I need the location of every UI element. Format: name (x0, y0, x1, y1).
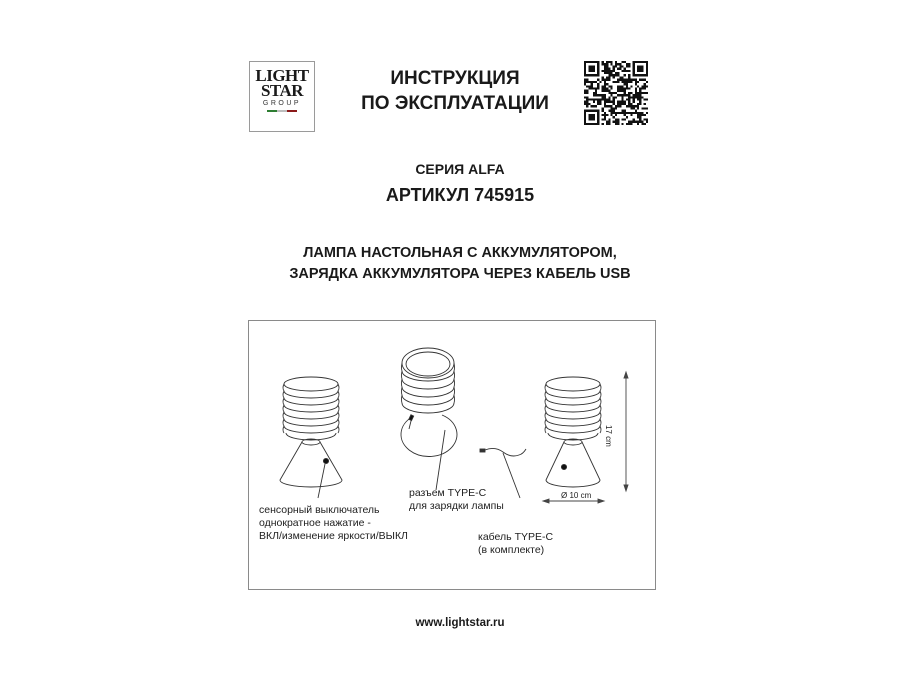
flag-green (267, 110, 277, 112)
lamp-front-view (280, 377, 342, 498)
title-line-1: ИНСТРУКЦИЯ (390, 68, 520, 89)
lightstar-logo (249, 61, 315, 132)
document-title (320, 66, 590, 116)
type-c-port-label (409, 487, 504, 513)
description-line-2: ЗАРЯДКА АККУМУЛЯТОРА ЧЕРЕЗ КАБЕЛЬ USB (289, 266, 631, 282)
title-line-2: ПО ЭКСПЛУАТАЦИИ (361, 93, 549, 114)
logo-text-light: LIGHT (255, 66, 309, 85)
logo-text-group: GROUP (262, 100, 302, 107)
product-diagram (248, 320, 656, 590)
touch-switch-line-2: однократное нажатие - (259, 517, 371, 529)
port-line-1: разъем TYPE-C (409, 487, 487, 499)
touch-switch-line-3: ВКЛ/изменение яркости/ВЫКЛ (259, 530, 408, 542)
website-link[interactable]: www.lightstar.ru (415, 617, 505, 629)
cable-line-1: кабель TYPE-C (478, 531, 554, 543)
diameter-dimension: Ø 10 cm (561, 491, 592, 500)
lamp-dimensioned-view (545, 377, 601, 487)
cable-line-2: (в комплекте) (478, 544, 545, 556)
italian-flag-stripe (250, 110, 314, 112)
touch-switch-label (259, 504, 408, 543)
flag-white (277, 110, 287, 112)
logo-text-star: STAR (260, 81, 304, 100)
lamp-illustrations (248, 320, 656, 590)
qr-code-icon[interactable] (584, 61, 648, 125)
series-label: СЕРИЯ ALFA (415, 161, 505, 177)
article-number: АРТИКУЛ 745915 (385, 185, 535, 205)
description-line-1: ЛАМПА НАСТОЛЬНАЯ С АККУМУЛЯТОРОМ, (303, 245, 617, 261)
port-line-2: для зарядки лампы (409, 500, 504, 512)
type-c-cable-label (478, 531, 553, 557)
flag-red (287, 110, 297, 112)
height-dimension: 17 cm (604, 425, 613, 447)
product-description (220, 243, 700, 285)
touch-switch-line-1: сенсорный выключатель (259, 504, 380, 516)
lamp-tilted-view (400, 348, 456, 490)
qr-code-graphic (584, 61, 648, 125)
